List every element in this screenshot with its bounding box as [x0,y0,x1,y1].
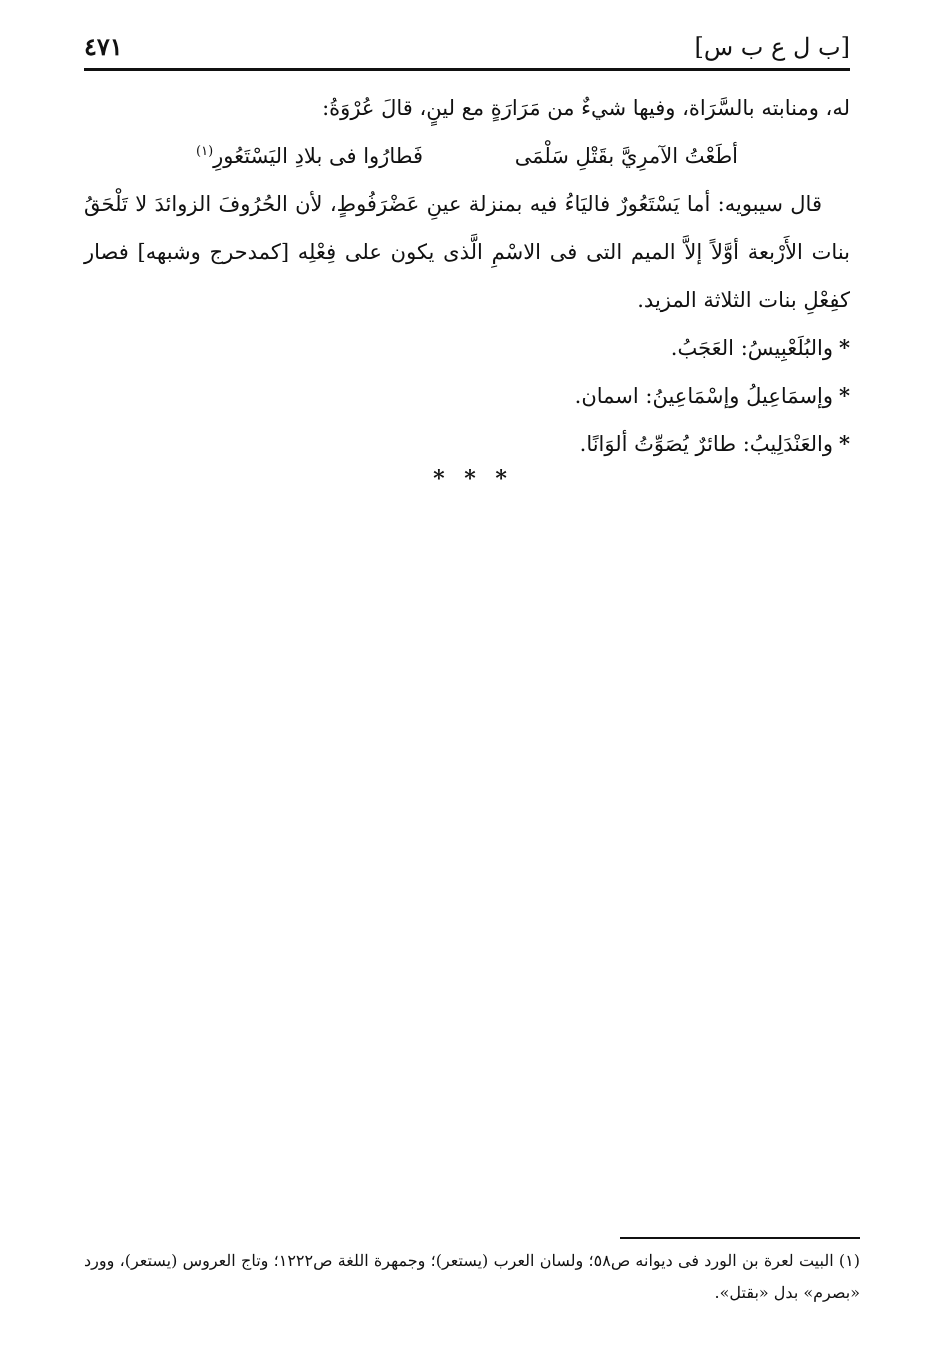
dictionary-entry [84,420,850,468]
entry-text: والعَنْدَلِيبُ: طائرٌ يُصَوِّتُ ألوَانًا. [579,432,834,456]
paragraph-sibawayh: قال سيبويه: أما يَسْتَعُورٌ فاليَاءُ فيه بمنزلة عينِ عَضْرَفُوطٍ، لأن الحُرُوفَ الزوائدَ لا تَلْحَقُ بنات الأَرْبعة أوَّلاً إلاَّ الميم التى فى الاسْمِ الَّذى يكون على فِعْلِه [كمدحرج وشبهه] فصار كفِعْلِ بنات الثلاثة المزيد. [84,192,850,312]
page-header [84,30,850,68]
poetry-verse [84,132,850,180]
paragraph-intro: له، ومنابته بالسَّرَاة، وفيها شيءٌ من مَرَارَةٍ مع لينٍ، قالَ عُرْوَةُ: [322,96,850,120]
section-heading: [ب ل ع ب س] [694,33,850,61]
entry-marker: * [839,335,850,360]
main-text [84,84,850,468]
dictionary-entry [84,372,850,420]
header-rule [84,68,850,71]
page-number: ٤٧١ [84,32,123,61]
entry-text: والبُلَعْبِيسُ: العَجَبُ. [670,336,834,360]
entry-marker: * [839,383,850,408]
footnotes [84,1245,860,1309]
section-end-asterisks: * * * [433,466,513,492]
footnote-reference[interactable]: (١) [196,144,214,159]
footnote-1: (١) البيت لعرة بن الورد فى ديوانه ص٥٨؛ ولسان العرب (يستعر)؛ وجمهرة اللغة ص١٢٢٢؛ وتاج العروس (يستعر)، وورد «بصرم» بدل «بقتل». [84,1251,860,1302]
dictionary-entry [84,324,850,372]
footnote-rule [620,1237,860,1239]
entry-marker: * [839,431,850,456]
entry-text: وإسمَاعِيلُ وإسْمَاعِينُ: اسمان. [574,384,834,408]
verse-second-hemistich [196,132,423,180]
verse-second-hemistich-text: فَطارُوا فى بلادِ اليَسْتَعُورِ [213,144,423,168]
verse-first-hemistich: أطَعْتُ الآمرِيَّ بقَتْلِ سَلْمَى [514,144,738,168]
